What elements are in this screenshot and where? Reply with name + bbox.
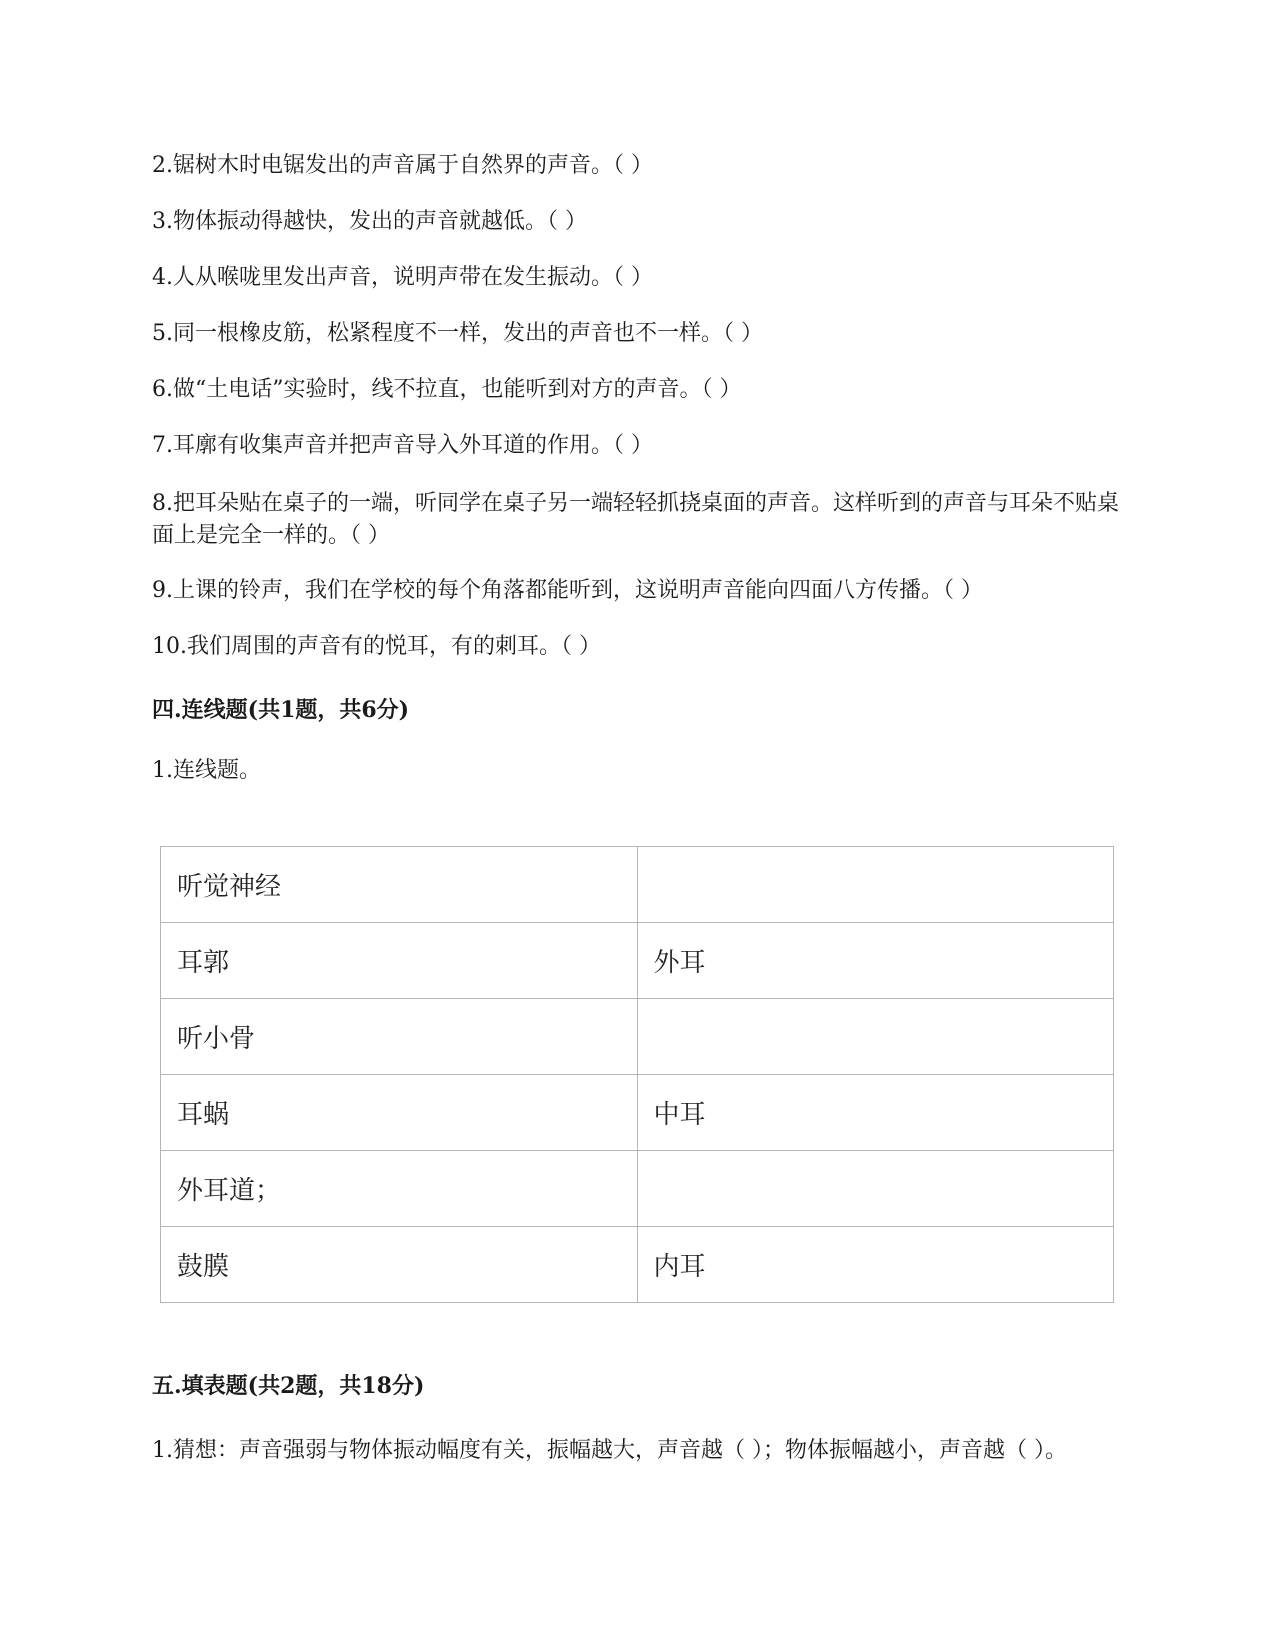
section-4-question: 1.连线题。 — [152, 758, 261, 783]
judgment-item-8: 8.把耳朵贴在桌子的一端，听同学在桌子另一端轻轻抓挠桌面的声音。这样听到的声音与耳朵不贴桌面上是完全一样的。（ ） — [152, 491, 1119, 548]
table-cell: 外耳道； — [161, 1151, 638, 1227]
judgment-item-5: 5.同一根橡皮筋，松紧程度不一样，发出的声音也不一样。（ ） — [152, 321, 763, 346]
table-cell — [637, 999, 1114, 1075]
judgment-item-4: 4.人从喉咙里发出声音，说明声带在发生振动。（ ） — [152, 265, 653, 290]
table-row — [161, 999, 1114, 1075]
table-cell: 内耳 — [637, 1227, 1114, 1303]
judgment-item-3: 3.物体振动得越快，发出的声音就越低。（ ） — [152, 209, 587, 234]
table-row — [161, 1075, 1114, 1151]
section-4-heading: 四.连线题(共1题，共6分) — [152, 697, 410, 723]
judgment-item-6: 6.做“土电话”实验时，线不拉直，也能听到对方的声音。（ ） — [152, 377, 742, 402]
table-row — [161, 923, 1114, 999]
table-cell: 鼓膜 — [161, 1227, 638, 1303]
table-cell: 听小骨 — [161, 999, 638, 1075]
table-cell: 中耳 — [637, 1075, 1114, 1151]
table-cell: 听觉神经 — [161, 847, 638, 923]
judgment-item-10: 10.我们周围的声音有的悦耳，有的刺耳。（ ） — [152, 634, 601, 659]
section-5-heading: 五.填表题(共2题，共18分) — [152, 1373, 425, 1399]
table-row — [161, 1227, 1114, 1303]
judgment-item-2: 2.锯树木时电锯发出的声音属于自然界的声音。（ ） — [152, 153, 653, 178]
table-cell: 耳郭 — [161, 923, 638, 999]
table-cell — [637, 1151, 1114, 1227]
section-5-question: 1.猜想：声音强弱与物体振动幅度有关，振幅越大，声音越（ ）；物体振幅越小，声音越（ ）。 — [152, 1438, 1067, 1463]
table-row — [161, 847, 1114, 923]
judgment-item-7: 7.耳廓有收集声音并把声音导入外耳道的作用。（ ） — [152, 433, 653, 458]
table-row — [161, 1151, 1114, 1227]
table-cell: 外耳 — [637, 923, 1114, 999]
table-cell: 耳蜗 — [161, 1075, 638, 1151]
matching-table — [160, 846, 1114, 1303]
table-cell — [637, 847, 1114, 923]
judgment-item-9: 9.上课的铃声，我们在学校的每个角落都能听到，这说明声音能向四面八方传播。（ ） — [152, 578, 983, 603]
